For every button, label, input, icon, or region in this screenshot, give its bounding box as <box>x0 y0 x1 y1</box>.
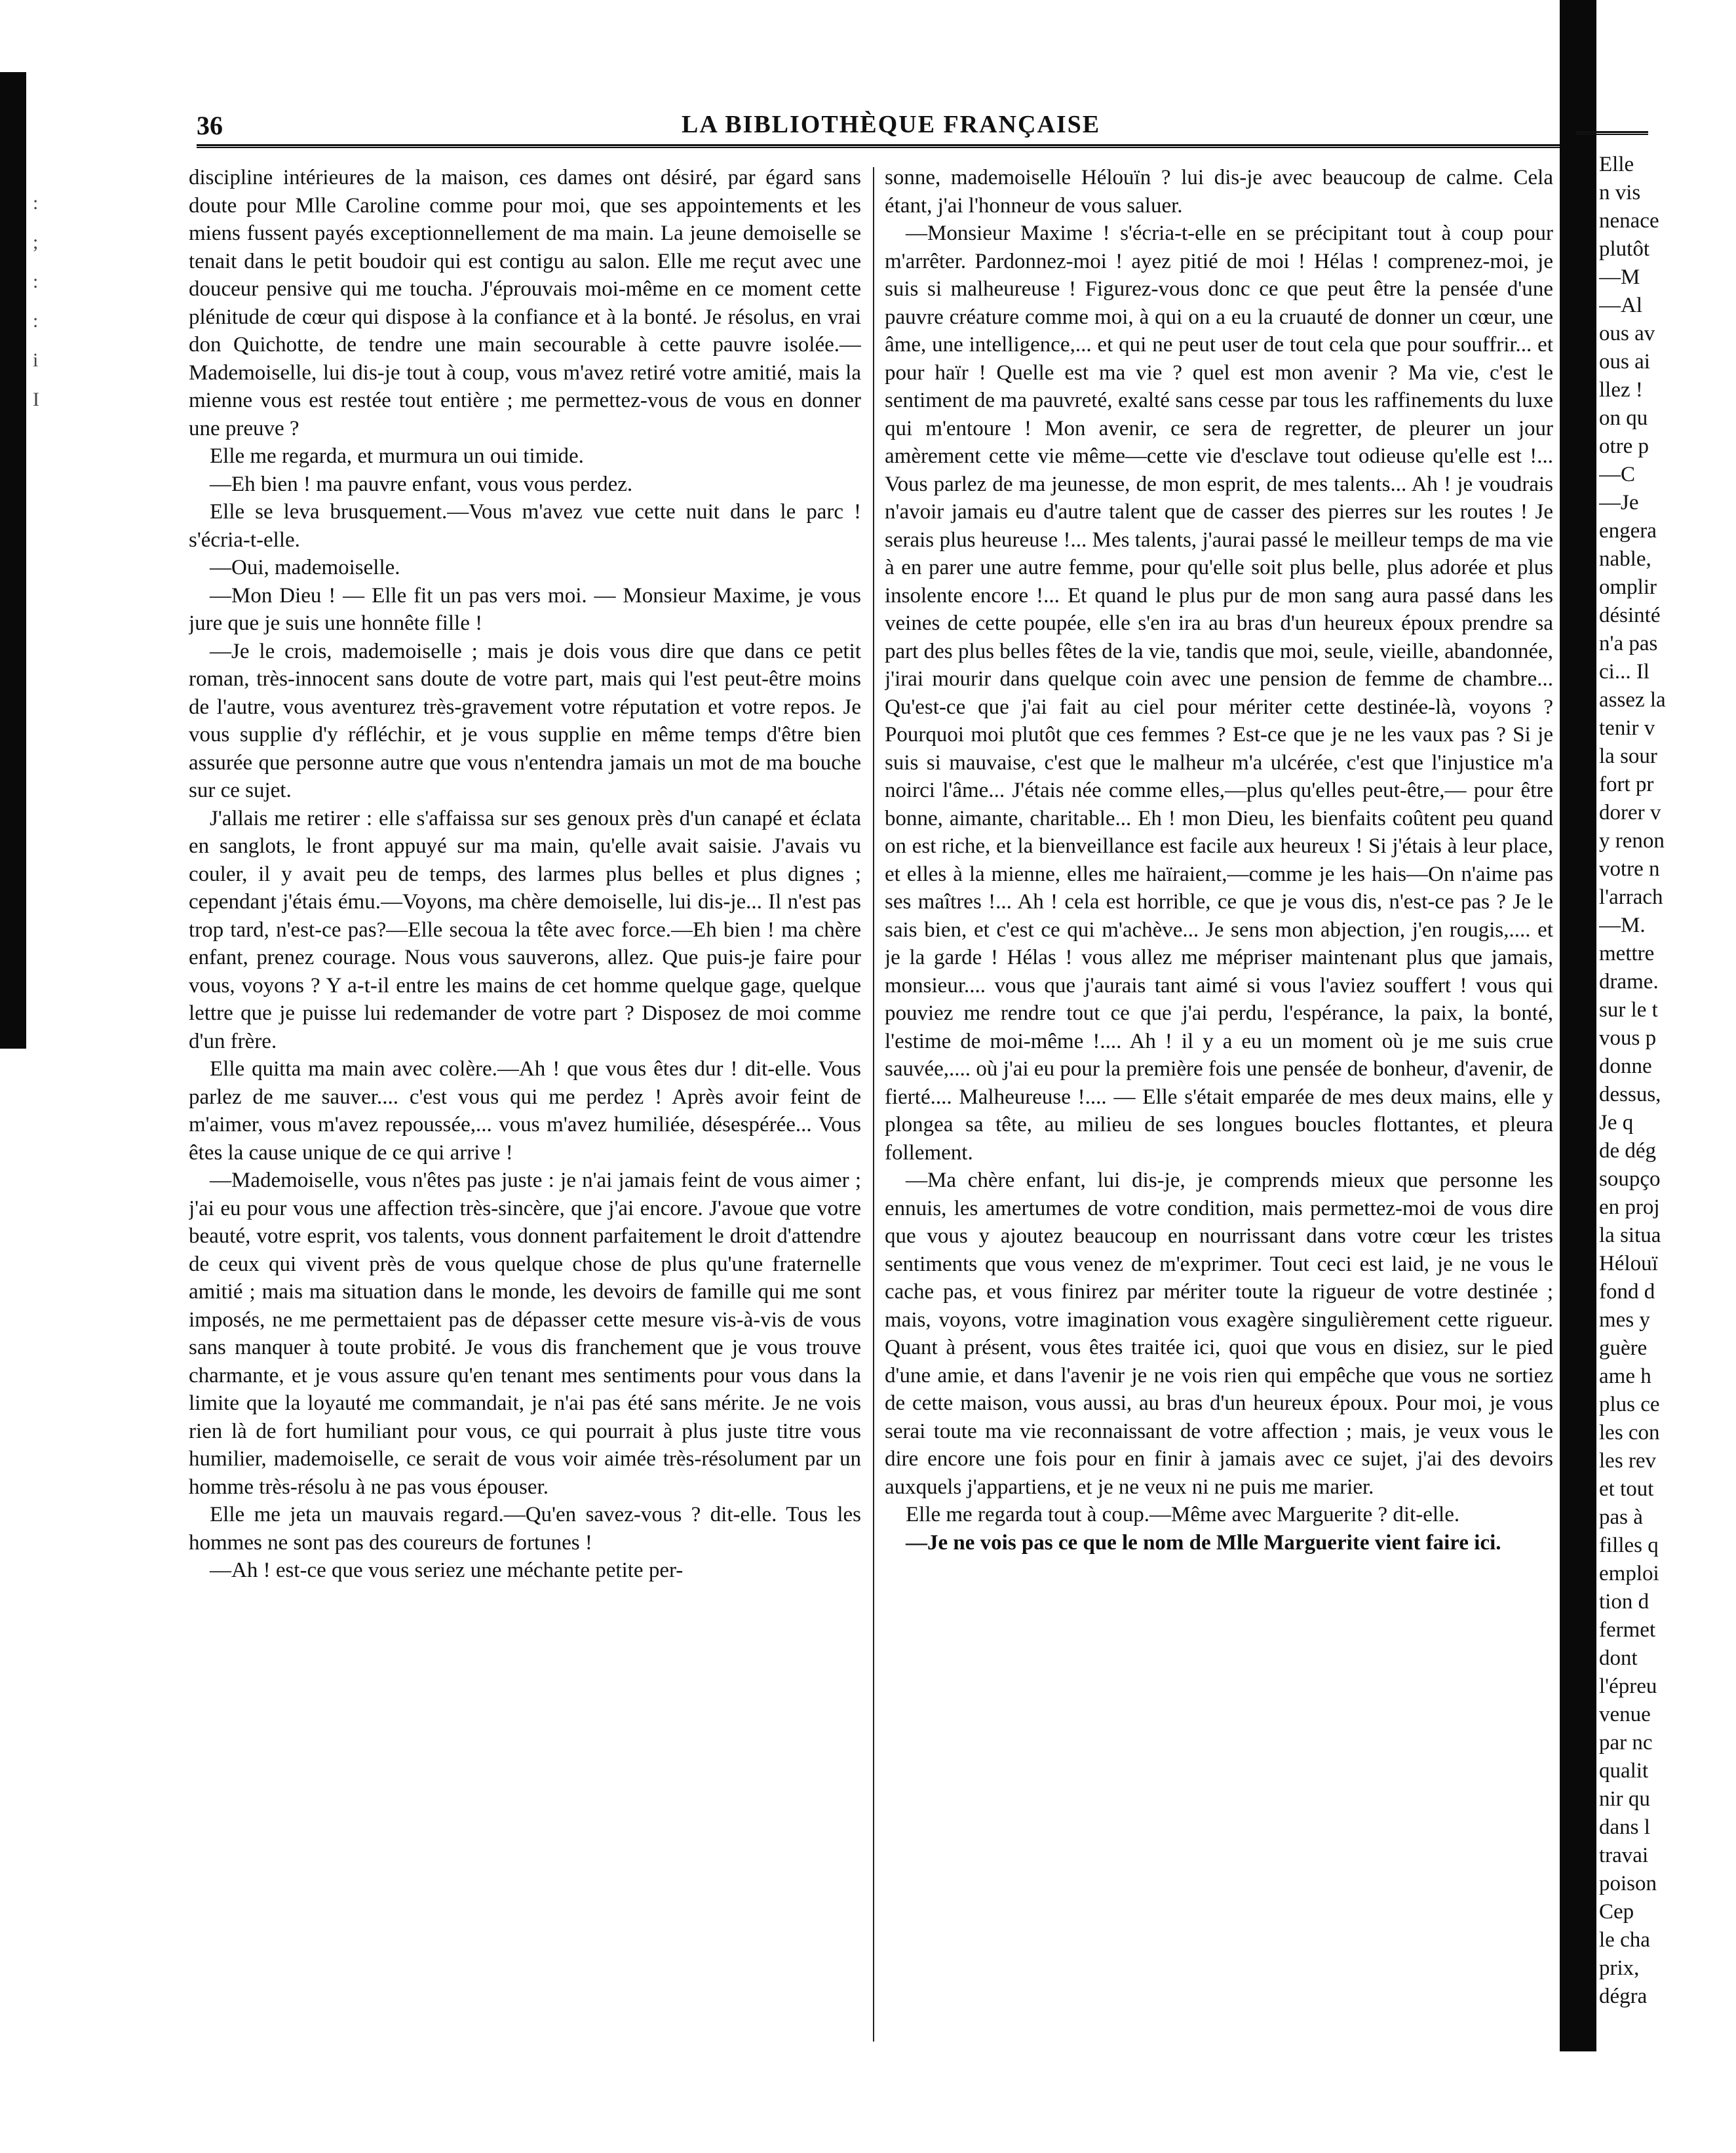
bleed-line: —M <box>1599 265 1640 289</box>
bleed-line: prix, <box>1599 1956 1640 1980</box>
bleed-line: fermet <box>1599 1618 1656 1642</box>
bleed-line: nable, <box>1599 547 1651 571</box>
bleed-line: otre p <box>1599 435 1649 458</box>
header-rule <box>197 144 1560 148</box>
bleed-line: donne <box>1599 1055 1652 1078</box>
bleed-line: travai <box>1599 1844 1649 1867</box>
bleed-line: tion d <box>1599 1590 1649 1614</box>
bleed-line: en proj <box>1599 1195 1660 1219</box>
margin-mark: I <box>33 389 39 410</box>
left-column <box>189 164 861 2038</box>
bleed-line: fort pr <box>1599 773 1654 796</box>
bleed-line: llez ! <box>1599 378 1643 402</box>
page-number: 36 <box>197 111 223 140</box>
margin-mark: : <box>33 310 39 332</box>
bleed-line: drame. <box>1599 970 1659 994</box>
bleed-line: les con <box>1599 1421 1660 1445</box>
bleed-line: dégra <box>1599 1985 1648 2008</box>
bleed-line: —Je <box>1599 491 1639 514</box>
bleed-line: poison <box>1599 1872 1657 1895</box>
margin-mark: : <box>33 271 39 292</box>
bleed-line: mes y <box>1599 1308 1650 1332</box>
bleed-line: nir qu <box>1599 1787 1650 1811</box>
bleed-line: de dég <box>1599 1139 1657 1163</box>
bleed-line: dorer v <box>1599 801 1661 824</box>
paragraph: —Je ne vois pas ce que le nom de Mlle Marguerite vient faire ici. <box>906 1530 1501 1555</box>
bleed-line: soupço <box>1599 1167 1661 1191</box>
bleed-line: Hélouï <box>1599 1252 1658 1275</box>
bleed-line: venue <box>1599 1703 1651 1726</box>
bleed-line: les rev <box>1599 1449 1657 1473</box>
bleed-line: —M. <box>1599 914 1646 937</box>
column-divider <box>873 167 874 2042</box>
bleed-line: ci... Il <box>1599 660 1649 684</box>
bleed-line: mettre <box>1599 942 1655 965</box>
margin-mark: : <box>33 192 39 214</box>
paragraph: J'allais me retirer : elle s'affaissa sur ses genoux près d'un canapé et éclata en sanglots, le front appuyé sur ma main, qu'elle avait saisie. J'avais vu couler, il y avait peu de temps, des larmes plus belles et plus dignes ; cependant j'étais ému.—Voyons, ma chère demoiselle, lui dis-je... Il n'est pas trop tard, n'est-ce pas?—Elle secoua la tête avec force.—Eh bien ! ma chère enfant, prenez courage. Nous vous sauverons, allez. Que puis-je faire pour vous, voyons ? Y a-t-il entre les mains de cet homme quelque gage, quelque lettre que je puisse lui redemander de votre part ? Disposez de moi comme d'un frère. <box>189 806 861 1053</box>
bleed-line: on qu <box>1599 406 1648 430</box>
bleed-line: Elle <box>1599 153 1634 176</box>
bleed-line: n vis <box>1599 181 1641 204</box>
margin-marks <box>33 184 59 419</box>
bleed-line: dessus, <box>1599 1083 1661 1106</box>
paragraph: Elle me regarda tout à coup.—Même avec Marguerite ? dit-elle. <box>906 1503 1460 1526</box>
bleed-line: pas à <box>1599 1505 1643 1529</box>
bleed-line: et tout <box>1599 1477 1654 1501</box>
bleed-line: omplir <box>1599 575 1657 599</box>
adjacent-page-bleed <box>1599 151 1736 2117</box>
margin-mark: i <box>33 349 39 371</box>
bleed-line: dans l <box>1599 1815 1650 1839</box>
bleed-line: vous p <box>1599 1026 1657 1050</box>
bleed-line: nenace <box>1599 209 1659 233</box>
paragraph: Elle me jeta un mauvais regard.—Qu'en savez-vous ? dit-elle. Tous les hommes ne sont pas des coureurs de fortunes ! <box>189 1503 861 1555</box>
bleed-line: n'a pas <box>1599 632 1658 655</box>
bleed-line: tenir v <box>1599 716 1655 740</box>
bleed-line: —C <box>1599 463 1636 486</box>
bleed-line: guère <box>1599 1336 1648 1360</box>
bleed-line: y renon <box>1599 829 1665 853</box>
bleed-line: plutôt <box>1599 237 1650 261</box>
running-title: LA BIBLIOTHÈQUE FRANÇAISE <box>682 111 1101 138</box>
bleed-line: ous av <box>1599 322 1655 345</box>
bleed-line: l'épreu <box>1599 1675 1657 1698</box>
paragraph: —Eh bien ! ma pauvre enfant, vous vous perdez. <box>210 472 633 496</box>
paragraph: —Mon Dieu ! — Elle fit un pas vers moi. — Monsieur Maxime, je vous jure que je suis une honnête fille ! <box>189 583 861 635</box>
bleed-line: la sour <box>1599 745 1657 768</box>
paragraph: —Je le crois, mademoiselle ; mais je dois vous dire que dans ce petit roman, très-innocent sans doute de votre part, mais qui l'est peut-être moins de l'autre, vous aventurez très-gravement votre réputation et votre repos. Je vous supplie d'y réfléchir, et je vous supplie en même temps d'être bien assurée que personne autre que vous n'entendra jamais un mot de ma bouche sur ce sujet. <box>189 639 861 802</box>
bleed-line: par nc <box>1599 1731 1653 1755</box>
paragraph: Elle se leva brusquement.—Vous m'avez vue cette nuit dans le parc ! s'écria-t-elle. <box>189 500 861 552</box>
margin-mark: ; <box>33 231 39 253</box>
paragraph: Elle quitta ma main avec colère.—Ah ! que vous êtes dur ! dit-elle. Vous parlez de me sauver.... c'est vous qui me perdez ! Après avoir feint de m'aimer, vous m'avez repoussée,... vous m'avez humiliée, désespérée... Vous êtes la cause unique de ce qui arrive ! <box>189 1057 861 1165</box>
scan-shadow-left <box>0 72 26 1049</box>
paragraph: Elle me regarda, et murmura un oui timide. <box>210 444 584 468</box>
paragraph: —Mademoiselle, vous n'êtes pas juste : je n'ai jamais feint de vous aimer ; j'ai eu pour vous une affection très-sincère, que j'ai encore. J'avoue que votre beauté, votre esprit, vos talents, vous donnent parfaitement le droit d'attendre de ceux qui vivent près de vous quelque chose de plus qu'une fraternelle amitié ; mais ma situation dans le monde, les devoirs de famille qui me sont imposés, ne me permettaient pas de dépasser cette mesure vis-à-vis de vous sans manquer à toute probité. Je vous dis franchement que je vous trouve charmante, et je vous assure qu'en tenant mes sentiments pour vous dans la limite que la loyauté me commandait, je n'ai pas été sans mérite. Je ne vois rien là de fort humiliant pour vous, ce qui pourrait à plus juste titre vous humilier, mademoiselle, ce serait de vous voir aimée très-résolument par un homme très-résolu à ne pas vous épouser. <box>189 1169 861 1499</box>
bleed-line: ous ai <box>1599 350 1650 374</box>
bleed-line: emploi <box>1599 1562 1659 1585</box>
bleed-line: assez la <box>1599 688 1666 712</box>
bleed-line: ame h <box>1599 1365 1651 1388</box>
bleed-line: le cha <box>1599 1928 1650 1952</box>
paragraph: sonne, mademoiselle Hélouïn ? lui dis-je avec beaucoup de calme. Cela étant, j'ai l'honneur de vous saluer. <box>885 166 1553 218</box>
bleed-line: l'arrach <box>1599 885 1663 909</box>
right-column <box>885 164 1553 2038</box>
adjacent-page-rule <box>1576 131 1648 135</box>
bleed-line: —Al <box>1599 294 1642 317</box>
bleed-line: votre n <box>1599 857 1660 881</box>
bleed-line: dont <box>1599 1646 1638 1670</box>
paragraph: —Oui, mademoiselle. <box>210 556 400 579</box>
bleed-line: fond d <box>1599 1280 1655 1304</box>
bleed-line: plus ce <box>1599 1393 1660 1416</box>
paragraph: discipline intérieures de la maison, ces dames ont désiré, par égard sans doute pour Mlle Caroline comme pour moi, que ses appointements et les miens fussent payés exceptionnellement de ma main. La jeune demoiselle se tenait dans le petit boudoir qui est contigu au salon. Elle me reçut avec une douceur pensive qui me toucha. J'éprouvais moi-même en ce moment cette plénitude de cœur qui dispose à la confiance et à la bonté. Je résolus, en vrai don Quichotte, de tendre une main secourable à cette pauvre isolée.— Mademoiselle, lui dis-je tout à coup, vous m'avez retiré votre amitié, mais la mienne vous est restée tout entière ; me permettez-vous de vous en donner une preuve ? <box>189 166 861 440</box>
bleed-line: désinté <box>1599 604 1661 627</box>
bleed-line: qualit <box>1599 1759 1649 1783</box>
bleed-line: filles q <box>1599 1534 1659 1557</box>
paragraph: —Ma chère enfant, lui dis-je, je comprends mieux que personne les ennuis, les amertumes de votre condition, mais permettez-moi de vous dire que vous y ajoutez beaucoup en nourrissant dans votre cœur les tristes sentiments que vous venez de m'exprimer. Tout ceci est laid, je ne vous le cache pas, et vous finirez par mériter toute la rigueur de votre destinée ; mais, voyons, votre imagination vous exagère singulièrement cette rigueur. Quant à présent, vous êtes traitée ici, quoi que vous en disiez, sur le pied d'une amie, et dans l'avenir je ne vois rien qui empêche que vous ne sortiez de cette maison, vous aussi, au bras d'un heureux époux. Pour moi, je vous serai toute ma vie reconnaissant de votre affection ; mais, je veux vous le dire encore une fois pour en finir à jamais avec ce sujet, j'ai des devoirs auxquels j'appartiens, et je ne veux ni ne puis me marier. <box>885 1169 1553 1499</box>
bleed-line: engera <box>1599 519 1657 543</box>
scan-gutter-right <box>1560 0 1596 2051</box>
bleed-line: la situa <box>1599 1224 1661 1247</box>
bleed-line: sur le t <box>1599 998 1658 1022</box>
bleed-line: Cep <box>1599 1900 1634 1924</box>
paragraph: —Ah ! est-ce que vous seriez une méchante petite per- <box>210 1559 684 1582</box>
bleed-line: Je q <box>1599 1111 1634 1135</box>
paragraph: —Monsieur Maxime ! s'écria-t-elle en se précipitant tout à coup pour m'arrêter. Pardonnez-moi ! ayez pitié de moi ! Hélas ! comprenez-moi, je suis si malheureuse ! Figurez-vous donc ce que peut être la pensée d'une pauvre créature comme moi, à qui on a eu la cruauté de donner un cœur, une âme, une intelligence,... et qui ne peut user de tout cela que pour souffrir... et pour haïr ! Quelle est ma vie ? quel est mon avenir ? Ma vie, c'est le sentiment de ma pauvreté, exalté sans cesse par tous les raffinements du luxe qui m'entoure ! Mon avenir, ce sera de regretter, de pleurer un jour amèrement cette vie même—cette vie d'esclave tout odieuse qu'elle est !... Vous parlez de ma jeunesse, de mon esprit, de mes talents... Ah ! je voudrais n'avoir jamais eu d'autre talent que de casser des pierres sur les routes ! Je serais plus heureuse !... Mes talents, j'aurai passé le meilleur temps de ma vie à en parer une autre femme, pour qu'elle soit plus belle, plus adorée et plus insolente encore !... Et quand le plus pur de mon sang aura passé dans les veines de cette poupée, elle s'en ira au bras d'un heureux époux prendre sa part des plus belles fêtes de la vie, tandis que moi, seule, vieille, abandonnée, j'irai mourir dans quelque coin avec une pension de femme de chambre... Qu'est-ce que j'ai fait au ciel pour mériter cette destinée-là, voyons ? Pourquoi moi plutôt que ces femmes ? Est-ce que je ne les vaux pas ? Si je suis si mauvaise, c'est que le malheur m'a ulcérée, c'est que l'injustice m'a noirci l'âme... J'étais née comme elles,—plus qu'elles peut-être,— pour être bonne, aimante, charitable... Eh ! mon Dieu, les bienfaits coûtent peu quand on est riche, et la bienveillance est facile aux heureux ! Si j'étais à leur place, et elles à la mienne, elles me haïraient,—comme je les hais—On n'aime pas ses maîtres !... Ah ! cela est horrible, ce que je vous dis, n'est-ce pas ? Je le sais bien, et c'est ce qui m'achève... Je sens mon abjection, j'en rougis,.... et je la garde ! Hélas ! vous allez me mépriser maintenant plus que jamais, monsieur.... vous que j'aurais tant aimé si vous l'aviez souffert ! vous qui pouviez me rendre tout ce que j'ai perdu, l'espérance, la paix, la bonté, l'estime de moi-même !.... Ah ! il y a eu un moment où je me suis crue sauvée,.... où j'ai eu pour la première fois une pensée de bonheur, d'avenir, de fierté.... Malheureuse !.... — Elle s'était emparée de mes deux mains, elle y plongea sa tête, au milieu de ses longues boucles flottantes, et pleura follement. <box>885 222 1553 1165</box>
